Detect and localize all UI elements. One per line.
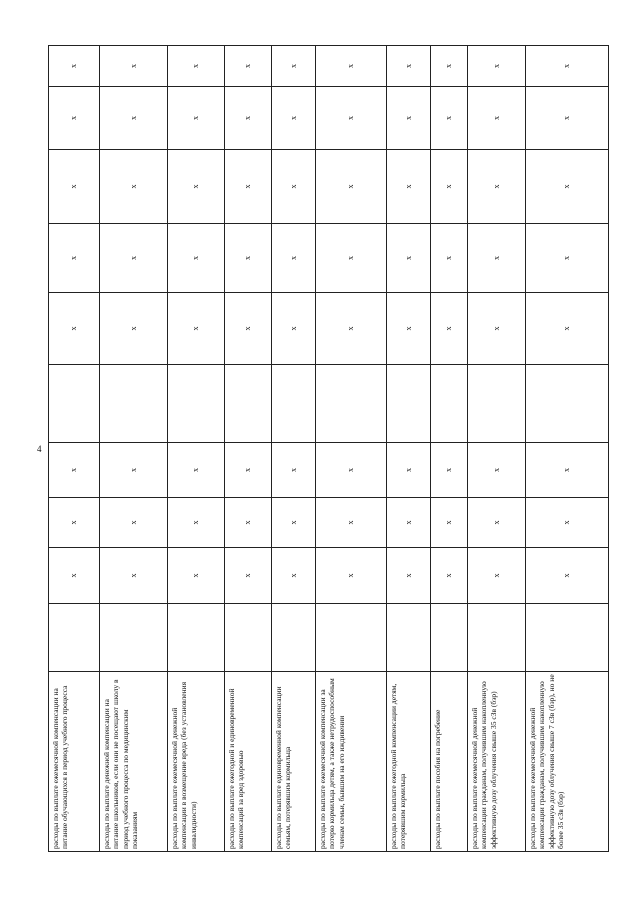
table-row: [100, 46, 168, 852]
table-row: [526, 46, 609, 852]
cell-mark: x: [562, 184, 572, 189]
table-cell: [387, 87, 431, 150]
page-number: 4: [37, 444, 42, 454]
cell-mark: x: [288, 64, 298, 68]
table-cell: [316, 293, 387, 365]
cell-mark: x: [288, 468, 298, 472]
table-cell: [431, 150, 468, 224]
cell-mark: x: [491, 573, 501, 578]
table-cell: [316, 498, 387, 548]
table-cell: [526, 293, 609, 365]
cell-mark: x: [69, 468, 79, 472]
table-cell: [272, 548, 316, 604]
rotated-table-wrapper: [48, 46, 608, 852]
table-cell: [526, 46, 609, 87]
cell-mark: x: [69, 64, 79, 68]
table-cell: [468, 224, 526, 293]
table-cell: [526, 604, 609, 672]
cell-mark: x: [243, 520, 253, 525]
cell-mark: x: [562, 64, 572, 68]
table-cell: [468, 548, 526, 604]
cell-mark: x: [562, 326, 572, 331]
table-cell: [100, 498, 168, 548]
cell-mark: x: [403, 468, 413, 472]
cell-mark: x: [243, 256, 253, 260]
cell-mark: x: [128, 184, 138, 189]
cell-mark: x: [491, 184, 501, 189]
cell-mark: x: [562, 116, 572, 120]
table-cell: [526, 365, 609, 443]
cell-mark: x: [444, 184, 454, 189]
row-label: расходы по выплате пособия на погребение: [431, 672, 468, 852]
cell-mark: x: [243, 64, 253, 68]
cell-mark: x: [243, 468, 253, 472]
row-label: расходы по выплате ежегодной и единовременной компенсаций за вред здоровью: [225, 672, 272, 852]
cell-mark: x: [403, 326, 413, 331]
table-cell: [49, 548, 100, 604]
table-cell: [526, 87, 609, 150]
table-cell: [225, 224, 272, 293]
table-row: [272, 46, 316, 852]
table-cell: [49, 443, 100, 498]
table-cell: [468, 150, 526, 224]
cell-mark: x: [288, 184, 298, 189]
cell-mark: x: [128, 326, 138, 331]
cell-mark: x: [191, 326, 201, 331]
table-cell: [272, 150, 316, 224]
cell-mark: x: [403, 256, 413, 260]
cell-mark: x: [243, 184, 253, 189]
cell-mark: x: [128, 573, 138, 578]
table-cell: [316, 443, 387, 498]
table-cell: [168, 604, 225, 672]
table-cell: [468, 604, 526, 672]
table-cell: [100, 604, 168, 672]
table-cell: [168, 293, 225, 365]
cell-mark: x: [288, 326, 298, 331]
table-cell: [49, 46, 100, 87]
cell-mark: x: [69, 573, 79, 578]
cell-mark: x: [288, 520, 298, 525]
cell-mark: x: [69, 326, 79, 331]
row-label: расходы по выплате ежегодной компенсации детям, потерявшим кормильца: [387, 672, 431, 852]
cell-mark: x: [69, 116, 79, 120]
table-cell: [387, 224, 431, 293]
cell-mark: x: [191, 64, 201, 68]
table-cell: [431, 224, 468, 293]
table-row: [387, 46, 431, 852]
cell-mark: x: [346, 573, 356, 578]
table-cell: [168, 224, 225, 293]
cell-mark: x: [191, 256, 201, 260]
table-cell: [468, 498, 526, 548]
table-cell: [526, 548, 609, 604]
table-cell: [49, 365, 100, 443]
cell-mark: x: [191, 184, 201, 189]
table-cell: [431, 443, 468, 498]
table-cell: [316, 87, 387, 150]
table-cell: [431, 548, 468, 604]
cell-mark: x: [288, 256, 298, 260]
cell-mark: x: [444, 116, 454, 120]
row-label: расходы по выплате ежемесячной денежной компенсации в возмещение вреда (без установления инвалидности): [168, 672, 225, 852]
table-cell: [431, 365, 468, 443]
table-cell: [468, 443, 526, 498]
cell-mark: x: [346, 326, 356, 331]
table-cell: [225, 604, 272, 672]
table-cell: [387, 604, 431, 672]
benefits-table: [48, 45, 609, 852]
cell-mark: x: [403, 184, 413, 189]
table-cell: [272, 443, 316, 498]
cell-mark: x: [191, 116, 201, 120]
cell-mark: x: [491, 520, 501, 525]
table-cell: [316, 365, 387, 443]
table-row: [49, 46, 100, 852]
table-cell: [225, 365, 272, 443]
cell-mark: x: [346, 184, 356, 189]
table-cell: [100, 443, 168, 498]
table-cell: [431, 87, 468, 150]
cell-mark: x: [444, 468, 454, 472]
table-cell: [100, 293, 168, 365]
table-cell: [272, 87, 316, 150]
table-cell: [225, 548, 272, 604]
table-cell: [272, 498, 316, 548]
row-label: расходы по выплате денежной компенсации на питание школьников, если они не посещают школу в период учебного процесса по медицинским показаниям: [100, 672, 168, 852]
row-label: расходы по выплате ежемесячной денежной компенсации гражданам, получившим накопленную эффективную дозу облучения свыше 35 сЗв (бэр): [468, 672, 526, 852]
table-row: [225, 46, 272, 852]
cell-mark: x: [444, 64, 454, 68]
table-cell: [168, 150, 225, 224]
table-row: [168, 46, 225, 852]
row-label: расходы по выплате ежемесячной денежной компенсации гражданам, получившим накопленную эффективную дозу облучения свыше 7 сЗв (бэр), но не более 35 сЗв (бэр): [526, 672, 609, 852]
cell-mark: x: [346, 116, 356, 120]
table-cell: [387, 548, 431, 604]
cell-mark: x: [562, 520, 572, 525]
table-cell: [387, 365, 431, 443]
table-cell: [468, 87, 526, 150]
cell-mark: x: [191, 520, 201, 525]
table-cell: [168, 443, 225, 498]
cell-mark: x: [491, 116, 501, 120]
cell-mark: x: [128, 520, 138, 525]
table-cell: [468, 46, 526, 87]
table-cell: [100, 224, 168, 293]
cell-mark: x: [128, 468, 138, 472]
table-cell: [316, 46, 387, 87]
table-cell: [387, 150, 431, 224]
table-cell: [100, 150, 168, 224]
table-cell: [526, 498, 609, 548]
cell-mark: x: [69, 256, 79, 260]
cell-mark: x: [346, 520, 356, 525]
table-cell: [100, 548, 168, 604]
cell-mark: x: [403, 573, 413, 578]
table-cell: [272, 293, 316, 365]
table-cell: [49, 293, 100, 365]
table-cell: [225, 46, 272, 87]
table-cell: [100, 46, 168, 87]
cell-mark: x: [346, 64, 356, 68]
table-cell: [168, 365, 225, 443]
cell-mark: x: [562, 573, 572, 578]
table-cell: [49, 224, 100, 293]
table-cell: [526, 443, 609, 498]
cell-mark: x: [346, 468, 356, 472]
cell-mark: x: [128, 116, 138, 120]
cell-mark: x: [346, 256, 356, 260]
table-cell: [272, 604, 316, 672]
cell-mark: x: [491, 64, 501, 68]
table-cell: [168, 87, 225, 150]
table-cell: [468, 293, 526, 365]
cell-mark: x: [444, 520, 454, 525]
table-cell: [168, 548, 225, 604]
row-label: расходы по выплате ежемесячной компенсации за потерю кормильца детям, а также нетрудоспособным членам семьи, бывшим на его иждивении: [316, 672, 387, 852]
table-cell: [387, 443, 431, 498]
table-cell: [49, 87, 100, 150]
row-label: расходы по выплате единовременной компенсации семьям, потерявшим кормильца: [272, 672, 316, 852]
cell-mark: x: [562, 256, 572, 260]
cell-mark: x: [288, 573, 298, 578]
table-cell: [272, 224, 316, 293]
cell-mark: x: [403, 116, 413, 120]
table-cell: [225, 150, 272, 224]
cell-mark: x: [444, 573, 454, 578]
table-cell: [168, 498, 225, 548]
cell-mark: x: [243, 116, 253, 120]
table-cell: [431, 293, 468, 365]
table-cell: [316, 150, 387, 224]
table-cell: [225, 498, 272, 548]
cell-mark: x: [191, 468, 201, 472]
cell-mark: x: [491, 468, 501, 472]
table-cell: [387, 498, 431, 548]
table-cell: [526, 224, 609, 293]
table-cell: [316, 224, 387, 293]
table-cell: [49, 604, 100, 672]
cell-mark: x: [491, 326, 501, 331]
table-row: [468, 46, 526, 852]
table-cell: [272, 365, 316, 443]
table-cell: [225, 87, 272, 150]
table-row: [431, 46, 468, 852]
table-row: [316, 46, 387, 852]
cell-mark: x: [243, 573, 253, 578]
cell-mark: x: [69, 520, 79, 525]
table-cell: [387, 293, 431, 365]
cell-mark: x: [128, 256, 138, 260]
table-cell: [49, 498, 100, 548]
table-cell: [225, 443, 272, 498]
cell-mark: x: [128, 64, 138, 68]
cell-mark: x: [444, 256, 454, 260]
table-cell: [49, 150, 100, 224]
table-cell: [526, 150, 609, 224]
table-cell: [100, 87, 168, 150]
table-cell: [468, 365, 526, 443]
table-cell: [316, 604, 387, 672]
table-cell: [316, 548, 387, 604]
table-cell: [272, 46, 316, 87]
cell-mark: x: [403, 520, 413, 525]
cell-mark: x: [243, 326, 253, 331]
cell-mark: x: [562, 468, 572, 472]
cell-mark: x: [491, 256, 501, 260]
cell-mark: x: [191, 573, 201, 578]
table-cell: [387, 46, 431, 87]
cell-mark: x: [444, 326, 454, 331]
table-cell: [431, 604, 468, 672]
table-cell: [100, 365, 168, 443]
table-cell: [431, 498, 468, 548]
row-label: расходы по выплате ежемесячной компенсации на питание обучающихся в период учебного процесса: [49, 672, 100, 852]
cell-mark: x: [403, 64, 413, 68]
table-cell: [431, 46, 468, 87]
cell-mark: x: [69, 184, 79, 189]
table-cell: [225, 293, 272, 365]
table-cell: [168, 46, 225, 87]
cell-mark: x: [288, 116, 298, 120]
